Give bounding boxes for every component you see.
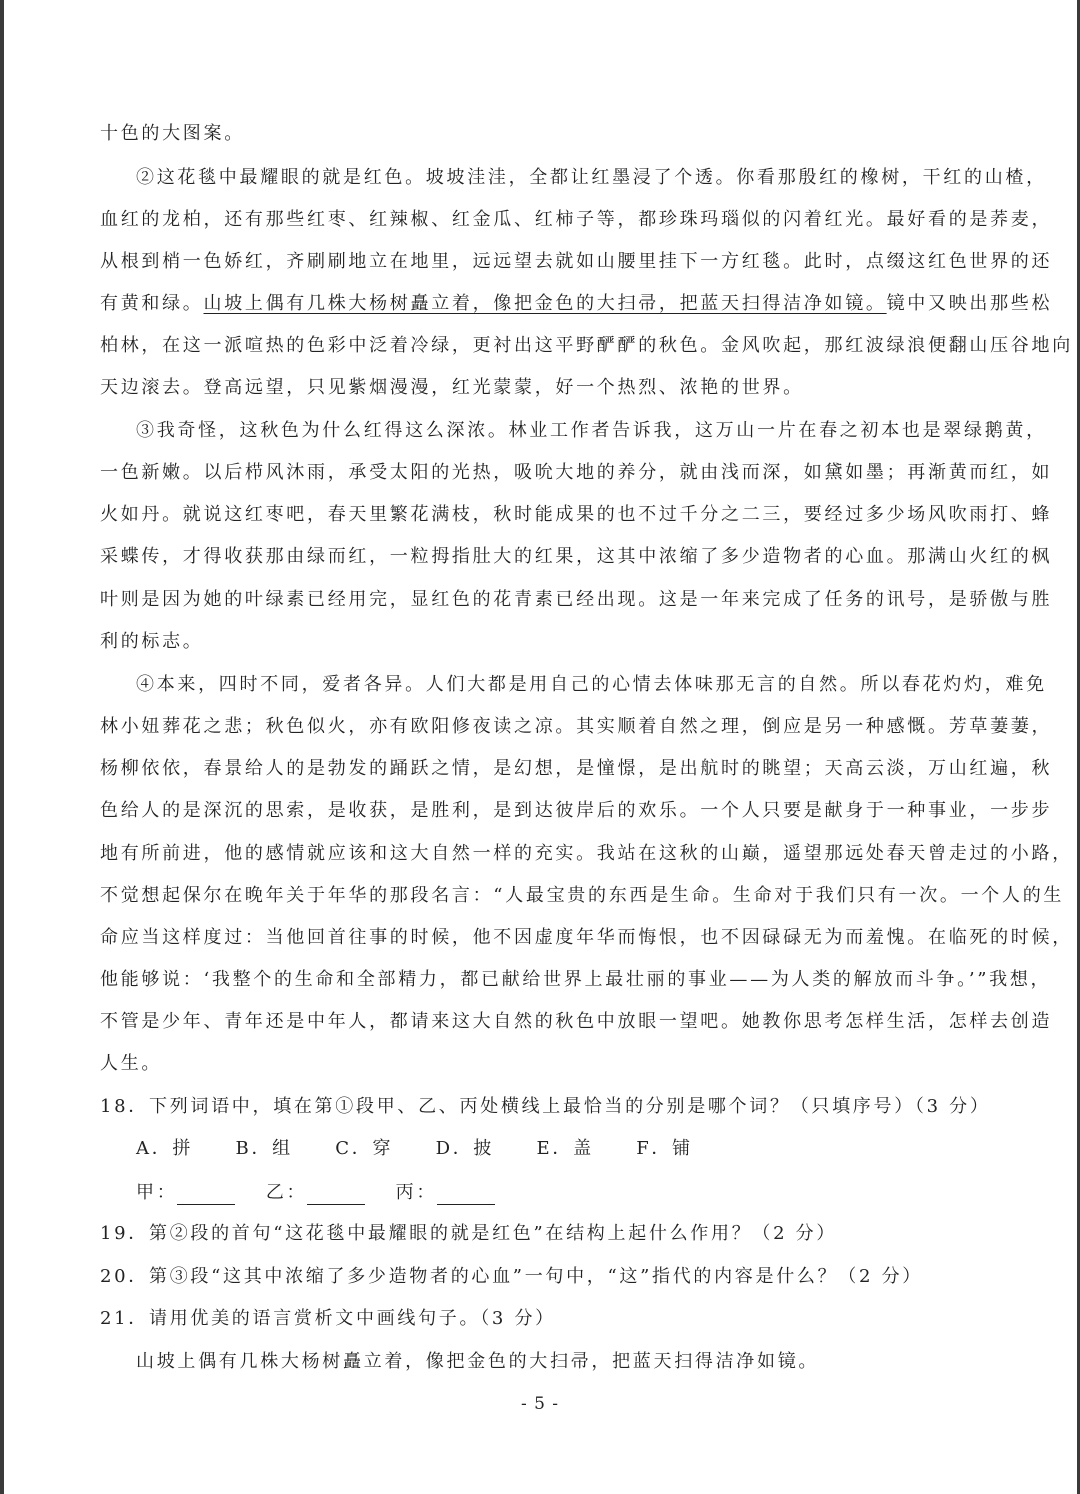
paragraph-4-line: 不觉想起保尔在晚年关于年华的那段名言：“人最宝贵的东西是生命。生命对于我们只有一次。一个人的生 <box>100 885 1065 906</box>
underlined-sentence: 山坡上偶有几株大杨树矗立着，像把金色的大扫帚，把蓝天扫得洁净如镜。 <box>203 293 887 314</box>
paragraph-4-line: 人生。 <box>100 1053 163 1074</box>
text-span: 有黄和绿。 <box>100 293 204 314</box>
option-c: C．穿 <box>335 1138 394 1159</box>
paragraph-3-line: 一色新嫩。以后栉风沐雨，承受太阳的光热，吸吮大地的养分，就由浅而深，如黛如墨；再渐黄而红，如 <box>100 462 1053 483</box>
text-span: 镜中又映出那些松 <box>886 293 1053 314</box>
paragraph-4-line: 命应当这样度过：当他回首往事的时候，他不因虚度年华而悔恨，也不因碌碌无为而羞愧。在临死的时候， <box>100 927 1073 948</box>
paragraph-4-line: 不管是少年、青年还是中年人，都请来这大自然的秋色中放眼一望吧。她教你思考怎样生活，怎样去创造 <box>100 1011 1053 1032</box>
question-21-quote: 山坡上偶有几株大杨树矗立着，像把金色的大扫帚，把蓝天扫得洁净如镜。 <box>136 1351 820 1372</box>
paragraph-4-line: 杨柳依依，春景给人的是勃发的踊跃之情，是幻想，是憧憬，是出航时的眺望；天高云淡，万山红遍，秋 <box>100 758 1053 779</box>
paragraph-4-line: 他能够说：‘我整个的生命和全部精力，都已献给世界上最壮丽的事业——为人类的解放而斗争。’”我想， <box>100 969 1052 990</box>
option-a: A．拼 <box>136 1138 194 1159</box>
paragraph-2-line: 从根到梢一色娇红，齐刷刷地立在地里，远远望去就如山腰里挂下一方红毯。此时，点缀这红色世界的还 <box>100 251 1053 272</box>
paragraph-4-line: 林小妞葬花之悲；秋色似火，亦有欧阳修夜读之凉。其实顺着自然之理，倒应是另一种感慨。芳草萋萋， <box>100 716 1053 737</box>
paragraph-3-line: ③我奇怪，这秋色为什么红得这么深浓。林业工作者告诉我，这万山一片在春之初本也是翠绿鹅黄， <box>136 420 1047 441</box>
answer-line[interactable] <box>177 1186 235 1205</box>
question-20: 20．第③段“这其中浓缩了多少造物者的心血”一句中，“这”指代的内容是什么？（2 分） <box>100 1266 923 1287</box>
left-border <box>0 0 4 1494</box>
paragraph-4-line: 色给人的是深沉的思索，是收获，是胜利，是到达彼岸后的欢乐。一个人只要是献身于一种事业，一步步 <box>100 800 1053 821</box>
paragraph-2-line: 天边滚去。登高远望，只见紫烟漫漫，红光蒙蒙，好一个热烈、浓艳的世界。 <box>100 377 804 398</box>
paragraph-2-line: 柏林，在这一派喧热的色彩中泛着冷绿，更衬出这平野酽酽的秋色。金风吹起，那红波绿浪便翻山压谷地向 <box>100 335 1073 356</box>
paragraph-2-line: ②这花毯中最耀眼的就是红色。坡坡洼洼，全都让红墨浸了个透。你看那殷红的橡树，干红的山楂， <box>136 167 1047 188</box>
paragraph-4-line: 地有所前进，他的感情就应该和这大自然一样的充实。我站在这秋的山巅，遥望那远处春天曾走过的小路， <box>100 843 1073 864</box>
paragraph-3-line: 利的标志。 <box>100 631 204 652</box>
paragraph-3-line: 叶则是因为她的叶绿素已经用完，显红色的花青素已经出现。这是一年来完成了任务的讯号，是骄傲与胜 <box>100 589 1053 610</box>
paragraph-2-line: 血红的龙柏，还有那些红枣、红辣椒、红金瓜、红柿子等，都珍珠玛瑙似的闪着红光。最好看的是荞麦， <box>100 209 1053 230</box>
paragraph-3-line: 火如丹。就说这红枣吧，春天里繁花满枝，秋时能成果的也不过千分之二三，要经过多少场风吹雨打、蜂 <box>100 504 1053 525</box>
question-18: 18．下列词语中，填在第①段甲、乙、丙处横线上最恰当的分别是哪个词？（只填序号）（3 分） <box>100 1096 991 1117</box>
option-f: F．铺 <box>636 1138 693 1159</box>
question-18-answer-blanks <box>136 1181 517 1205</box>
blank-label: 乙： <box>265 1182 308 1203</box>
paragraph-3-line: 采蝶传，才得收获那由绿而红，一粒拇指肚大的红果，这其中浓缩了多少造物者的心血。那满山火红的枫 <box>100 546 1053 567</box>
page-number: - 5 - <box>520 1394 560 1414</box>
answer-line[interactable] <box>437 1186 495 1205</box>
option-e: E．盖 <box>536 1138 594 1159</box>
blank-label: 丙： <box>395 1182 438 1203</box>
blank-jia[interactable] <box>136 1181 235 1205</box>
question-19: 19．第②段的首句“这花毯中最耀眼的就是红色”在结构上起什么作用？（2 分） <box>100 1223 838 1244</box>
question-21: 21．请用优美的语言赏析文中画线句子。（3 分） <box>100 1308 556 1329</box>
paragraph-4-line: ④本来，四时不同，爱者各异。人们大都是用自己的心情去体味那无言的自然。所以春花灼灼，难免 <box>136 674 1047 695</box>
paragraph-1-line: 十色的大图案。 <box>100 123 245 144</box>
blank-bing[interactable] <box>396 1181 495 1205</box>
answer-line[interactable] <box>307 1186 365 1205</box>
option-b: B．组 <box>235 1138 293 1159</box>
blank-yi[interactable] <box>266 1181 365 1205</box>
blank-label: 甲： <box>136 1182 178 1203</box>
paragraph-2-line <box>100 292 1052 316</box>
question-18-options <box>136 1137 727 1161</box>
option-d: D．披 <box>435 1138 495 1159</box>
